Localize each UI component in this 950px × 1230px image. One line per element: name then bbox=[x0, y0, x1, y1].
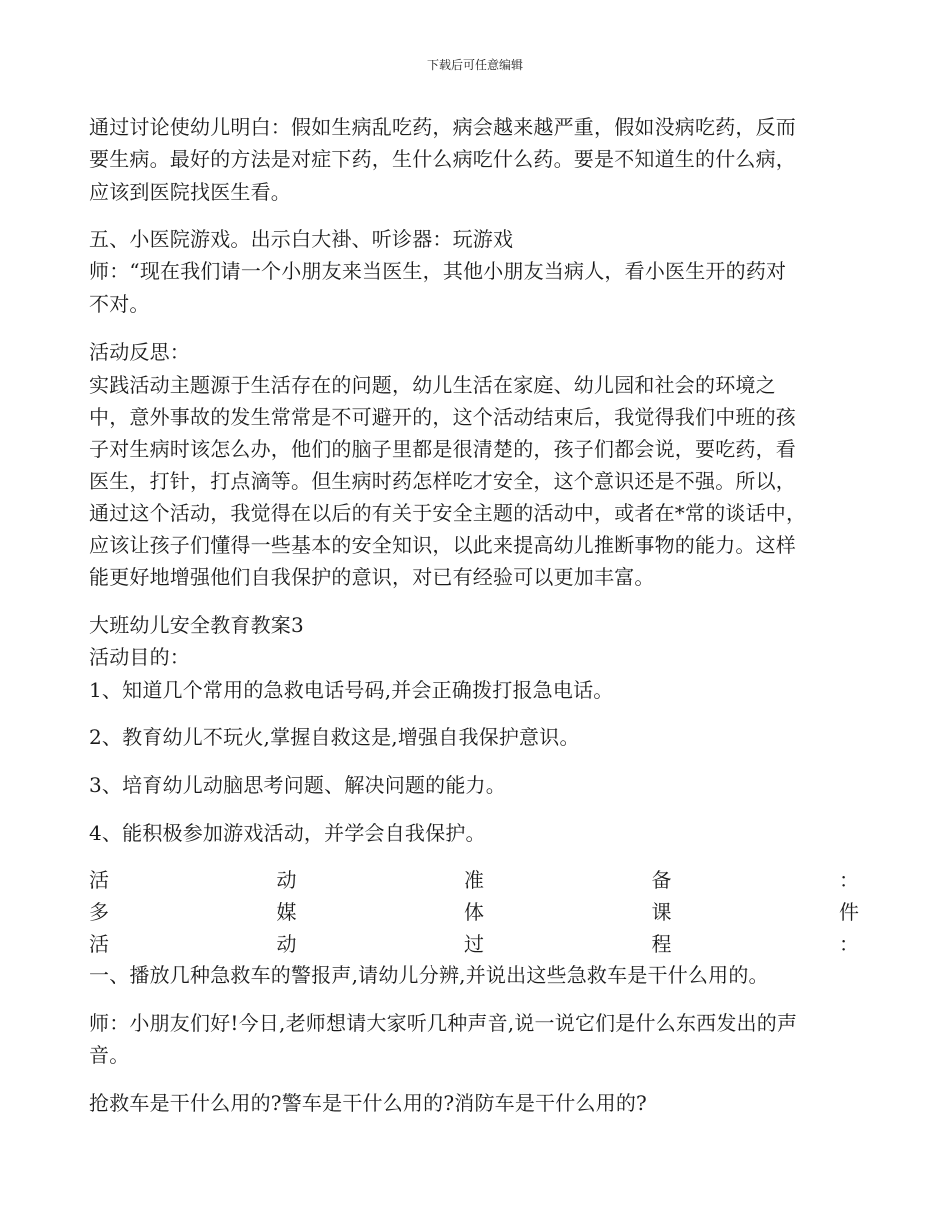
justified-char: 准 bbox=[464, 868, 484, 892]
paragraph-line: 师：小朋友们好!今日,老师想请大家听几种声音,说一说它们是什么东西发出的声 bbox=[89, 1011, 798, 1035]
paragraph-line: 师：“现在我们请一个小朋友来当医生，其他小朋友当病人，看小医生开的药对 bbox=[89, 259, 787, 283]
section-heading: 五、小医院游戏。出示白大褂、听诊器：玩游戏 bbox=[89, 227, 514, 251]
justified-char: 动 bbox=[276, 932, 297, 956]
paragraph-line: 实践活动主题源于生活存在的问题，幼儿生活在家庭、幼儿园和社会的环境之 bbox=[89, 373, 776, 397]
paragraph-line: 通过这个活动，我觉得在以后的有关于安全主题的活动中，或者在*常的谈话中， bbox=[89, 501, 807, 525]
section-heading: 活动反思： bbox=[89, 340, 190, 364]
section-title: 大班幼儿安全教育教案3 bbox=[89, 613, 304, 637]
paragraph-line: 医生，打针，打点滴等。但生病时药怎样吃才安全，这个意识还是不强。所以， bbox=[89, 469, 796, 493]
justified-char: 件 bbox=[839, 900, 859, 924]
list-item: 3、培育幼儿动脑思考问题、解决问题的能力。 bbox=[89, 773, 506, 797]
justified-char: 活 bbox=[89, 932, 109, 956]
justified-char: 动 bbox=[276, 868, 297, 892]
justified-char: 备 bbox=[651, 868, 672, 892]
justified-char: 媒 bbox=[276, 900, 297, 924]
paragraph-line: 抢救车是干什么用的?警车是干什么用的?消防车是干什么用的? bbox=[89, 1091, 647, 1115]
justified-char: 多 bbox=[89, 900, 109, 924]
justified-row bbox=[89, 932, 859, 956]
justified-char: 体 bbox=[464, 900, 484, 924]
paragraph-line: 不对。 bbox=[89, 292, 150, 316]
list-item: 4、能积极参加游戏活动，并学会自我保护。 bbox=[89, 821, 486, 845]
justified-char: ： bbox=[839, 868, 859, 892]
paragraph-line: 能更好地增强他们自我保护的意识，对已有经验可以更加丰富。 bbox=[89, 565, 655, 589]
justified-char: 程 bbox=[651, 932, 672, 956]
paragraph-line: 要生病。最好的方法是对症下药，生什么病吃什么药。要是不知道生的什么病， bbox=[89, 147, 796, 171]
paragraph-line: 通过讨论使幼儿明白：假如生病乱吃药，病会越来越严重，假如没病吃药，反而 bbox=[89, 115, 796, 139]
page-header: 下载后可任意编辑 bbox=[426, 58, 523, 72]
justified-char: 过 bbox=[464, 932, 484, 956]
justified-char: ： bbox=[839, 932, 859, 956]
paragraph-line: 应该让孩子们懂得一些基本的安全知识，以此来提高幼儿推断事物的能力。这样 bbox=[89, 533, 796, 557]
paragraph-line: 子对生病时该怎么办，他们的脑子里都是很清楚的，孩子们都会说，要吃药，看 bbox=[89, 437, 796, 461]
paragraph-line: 应该到医院找医生看。 bbox=[89, 180, 291, 204]
justified-char: 活 bbox=[89, 868, 109, 892]
paragraph-line: 中，意外事故的发生常常是不可避开的，这个活动结束后，我觉得我们中班的孩 bbox=[89, 405, 796, 429]
justified-char: 课 bbox=[651, 900, 672, 924]
list-item: 1、知道几个常用的急救电话号码,并会正确拨打报急电话。 bbox=[89, 678, 614, 702]
paragraph-line: 音。 bbox=[89, 1043, 130, 1067]
list-item: 2、教育幼儿不玩火,掌握自救这是,增强自我保护意识。 bbox=[89, 725, 580, 749]
justified-row bbox=[89, 900, 859, 924]
paragraph-line: 一、播放几种急救车的警报声,请幼儿分辨,并说出这些急救车是干什么用的。 bbox=[89, 963, 769, 987]
justified-row bbox=[89, 868, 859, 892]
section-heading: 活动目的： bbox=[89, 645, 190, 669]
